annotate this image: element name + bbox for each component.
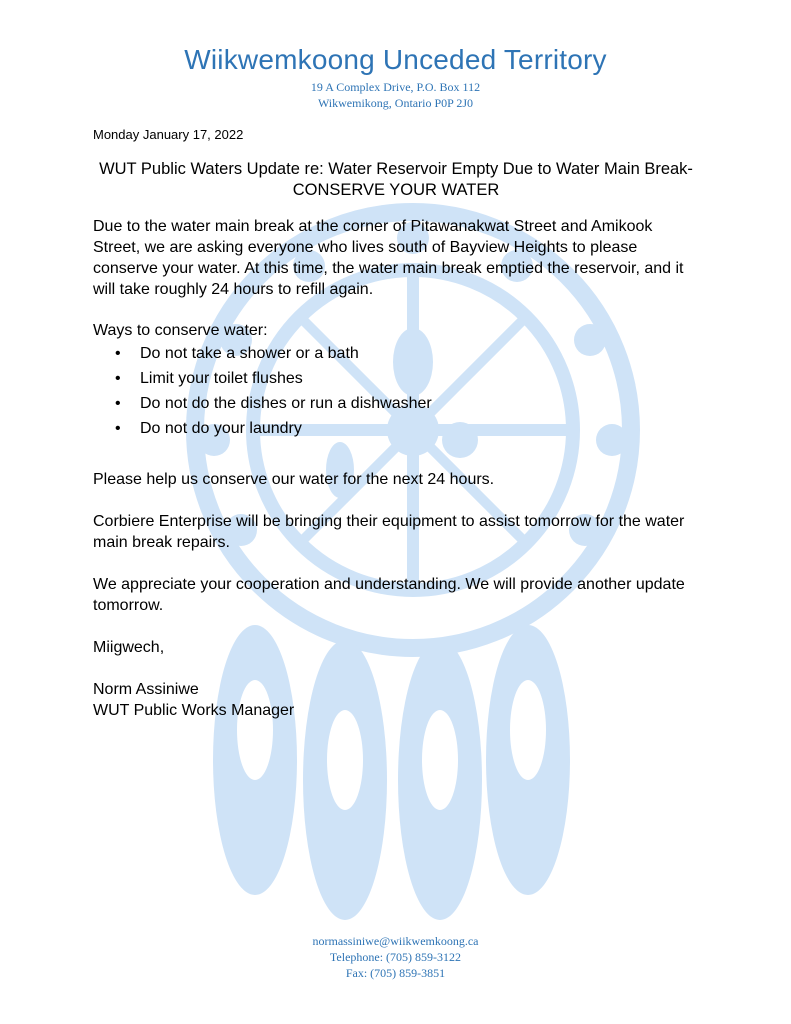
bullet-icon: • xyxy=(115,395,121,412)
letter-date: Monday January 17, 2022 xyxy=(93,127,244,142)
appreciate-paragraph: We appreciate your cooperation and understanding. We will provide another update tomorrow. xyxy=(93,576,685,614)
footer-email[interactable]: normassiniwe@wiikwemkoong.ca xyxy=(312,934,479,948)
letterhead-title: Wiikwemkoong Unceded Territory xyxy=(184,44,607,75)
ways-heading: Ways to conserve water: xyxy=(93,322,268,339)
corbiere-paragraph: Corbiere Enterprise will be bringing their equipment to assist tomorrow for the water main break repairs. xyxy=(93,513,685,551)
list-item-text: Do not take a shower or a bath xyxy=(140,345,359,362)
list-item xyxy=(93,418,432,443)
list-item-text: Limit your toilet flushes xyxy=(140,370,303,387)
help-paragraph: Please help us conserve our water for the next 24 hours. xyxy=(93,471,495,488)
footer-telephone: Telephone: (705) 859-3122 xyxy=(329,950,462,964)
letter-subject: WUT Public Waters Update re: Water Reservoir Empty Due to Water Main Break- CONSERVE YOUR WATER xyxy=(99,160,693,199)
letterhead-address-line1: 19 A Complex Drive, P.O. Box 112 xyxy=(310,80,481,94)
ways-list xyxy=(93,343,432,443)
list-item-text: Do not do your laundry xyxy=(140,420,302,437)
signature-name: Norm Assiniwe xyxy=(93,681,199,698)
closing: Miigwech, xyxy=(93,639,165,656)
letterhead-address-line2: Wikwemikong, Ontario P0P 2J0 xyxy=(317,96,474,110)
list-item-text: Do not do the dishes or run a dishwasher xyxy=(140,395,432,412)
list-item xyxy=(93,393,432,418)
bullet-icon: • xyxy=(115,370,121,387)
intro-paragraph: Due to the water main break at the corner of Pitawanakwat Street and Amikook Street, we are asking everyone who lives south of Bayview Heights to please conserve your water. At this time, the water main break emptied the reservoir, and it will take roughly 24 hours to refill again. xyxy=(93,218,684,298)
footer-fax: Fax: (705) 859-3851 xyxy=(345,966,446,980)
signature-role: WUT Public Works Manager xyxy=(93,702,295,719)
list-item xyxy=(93,343,432,368)
bullet-icon: • xyxy=(115,345,121,362)
bullet-icon: • xyxy=(115,420,121,437)
list-item xyxy=(93,368,432,393)
